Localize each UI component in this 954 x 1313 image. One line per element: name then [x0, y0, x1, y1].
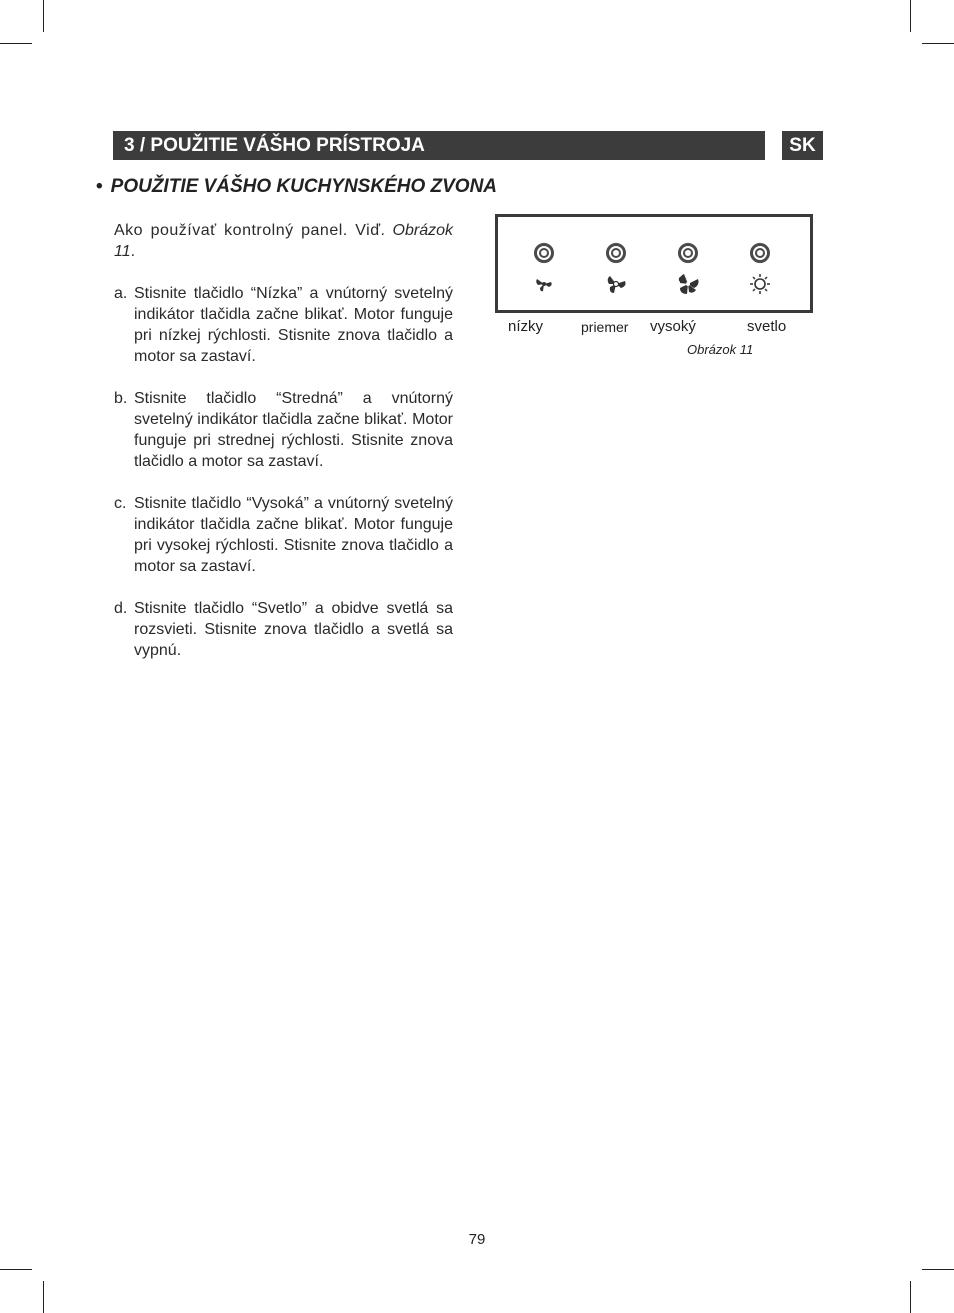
panel-button-high — [668, 243, 708, 295]
instructions-column — [114, 220, 453, 682]
step-item — [114, 388, 453, 472]
subheading — [96, 176, 497, 198]
indicator-ring-icon — [750, 243, 770, 263]
step-letter: d. — [114, 600, 128, 617]
step-item — [114, 598, 453, 661]
panel-button-light — [740, 243, 780, 295]
step-letter: a. — [114, 285, 128, 302]
fan-low-icon — [532, 273, 556, 295]
crop-mark — [43, 1281, 44, 1313]
panel-button-low — [524, 243, 564, 295]
page-number: 79 — [468, 1231, 486, 1248]
fan-high-icon — [676, 273, 700, 295]
panel-label-low: nízky — [508, 318, 544, 335]
light-bulb-icon — [748, 273, 772, 295]
crop-mark — [43, 0, 44, 32]
step-item — [114, 493, 453, 577]
step-item — [114, 283, 453, 367]
crop-mark — [922, 1269, 954, 1270]
control-panel-figure — [495, 214, 813, 313]
step-text: Stisnite tlačidlo “Nízka” a vnútorný svetelný indikátor tlačidla začne blikať. Motor funguje pri nízkej rýchlosti. Stisnite znova tlačidlo a motor sa zastaví. — [134, 285, 453, 365]
step-text: Stisnite tlačidlo “Stredná” a vnútorný svetelný indikátor tlačidla začne blikať. Motor funguje pri strednej rýchlosti. Stisnite znova tlačidlo a motor sa zastaví. — [134, 390, 453, 470]
intro-paragraph: Ako používať kontrolný panel. Viď. Obrázok 11. — [114, 222, 454, 260]
step-text: Stisnite tlačidlo “Svetlo” a obidve svetlá sa rozsvieti. Stisnite znova tlačidlo a svetlá sa vypnú. — [134, 600, 453, 659]
crop-mark — [0, 1269, 32, 1270]
figure-caption: Obrázok 11 — [687, 342, 754, 357]
panel-label-light: svetlo — [747, 318, 787, 335]
step-letter: b. — [114, 390, 128, 407]
subheading-title: POUŽITIE VÁŠHO KUCHYNSKÉHO ZVONA — [110, 176, 498, 197]
language-badge: SK — [782, 131, 823, 160]
indicator-ring-icon — [606, 243, 626, 263]
indicator-ring-icon — [534, 243, 554, 263]
step-letter: c. — [114, 495, 127, 512]
crop-mark — [910, 1281, 911, 1313]
panel-button-medium — [596, 243, 636, 295]
indicator-ring-icon — [678, 243, 698, 263]
fan-medium-icon — [604, 273, 628, 295]
crop-mark — [922, 43, 954, 44]
crop-mark — [910, 0, 911, 32]
figure-reference: Obrázok 11 — [114, 222, 454, 260]
crop-mark — [0, 43, 32, 44]
intro-text: Ako používať kontrolný panel. Viď. — [114, 222, 386, 239]
section-title: 3 / POUŽITIE VÁŠHO PRÍSTROJA — [113, 131, 765, 160]
panel-label-medium: priemer — [581, 319, 629, 335]
step-text: Stisnite tlačidlo “Vysoká” a vnútorný svetelný indikátor tlačidla začne blikať. Motor funguje pri vysokej rýchlosti. Stisnite znova tlačidlo a motor sa zastaví. — [134, 495, 453, 575]
bullet: • — [96, 176, 103, 197]
panel-label-high: vysoký — [650, 318, 696, 335]
